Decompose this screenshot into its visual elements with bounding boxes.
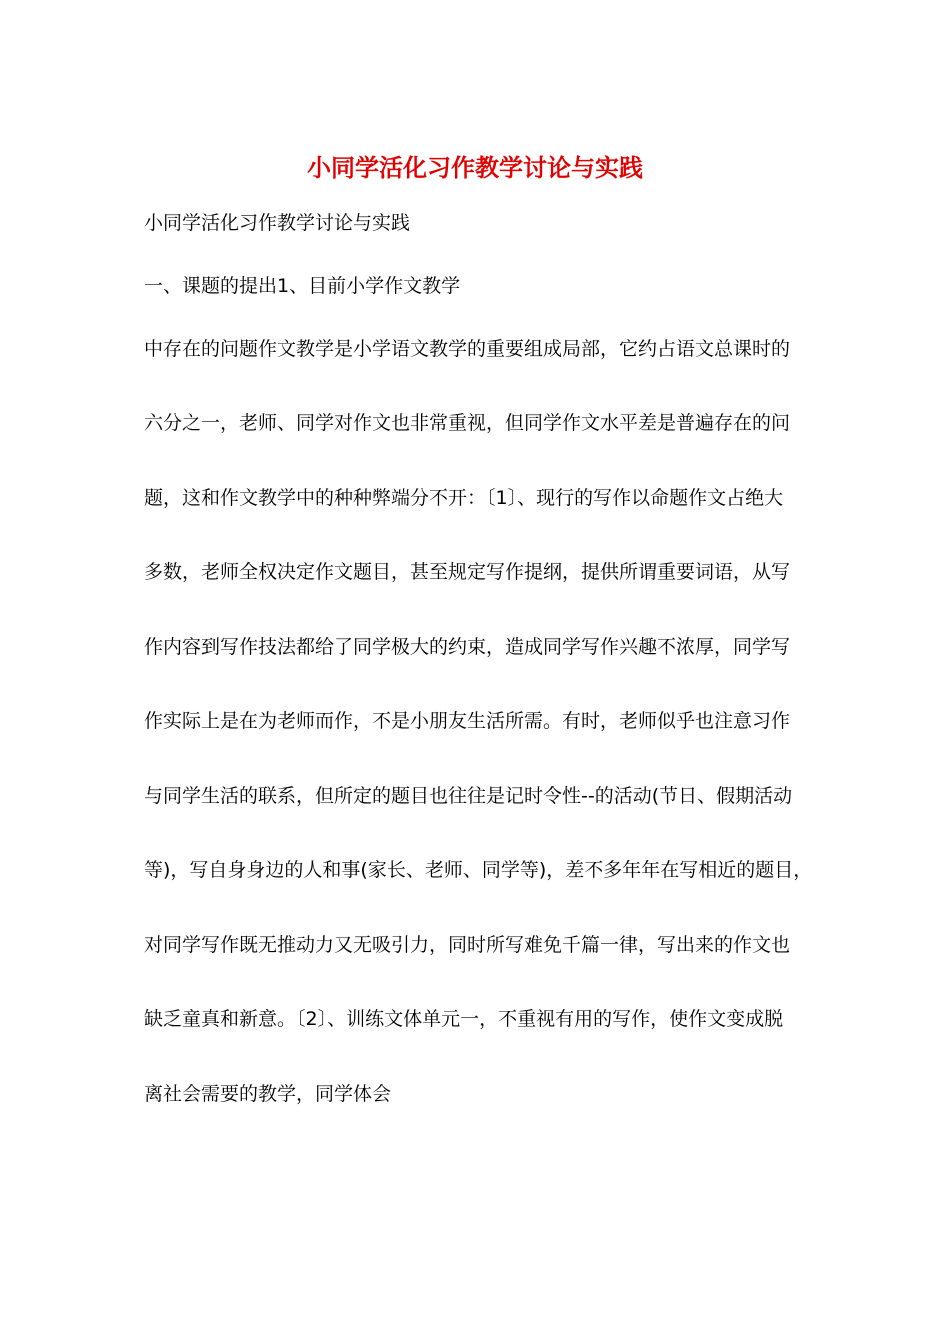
body-line: 等)，写自身身边的人和事(家长、老师、同学等)，差不多年年在写相近的题目， bbox=[144, 859, 813, 881]
body-line: 缺乏童真和新意。〔2〕、训练文体单元一，不重视有用的写作，使作文变成脱 bbox=[144, 1008, 784, 1030]
body-line: 对同学写作既无推动力又无吸引力，同时所写难免千篇一律，写出来的作文也 bbox=[144, 934, 791, 956]
body-line: 题，这和作文教学中的种种弊端分不开：〔1〕、现行的写作以命题作文占绝大 bbox=[144, 487, 784, 509]
body-line: 多数，老师全权决定作文题目，甚至规定写作提纲，提供所谓重要词语，从写 bbox=[144, 561, 791, 583]
body-line: 离社会需要的教学，同学体会 bbox=[144, 1083, 392, 1105]
body-line: 中存在的问题作文教学是小学语文教学的重要组成局部，它约占语文总课时的 bbox=[144, 338, 791, 360]
document-subtitle: 小同学活化习作教学讨论与实践 bbox=[144, 212, 411, 234]
body-line: 六分之一，老师、同学对作文也非常重视，但同学作文水平差是普遍存在的问 bbox=[144, 412, 791, 434]
document-title: 小同学活化习作教学讨论与实践 bbox=[307, 153, 643, 182]
body-line: 作内容到写作技法都给了同学极大的约束，造成同学写作兴趣不浓厚，同学写 bbox=[144, 636, 791, 658]
body-line: 作实际上是在为老师而作，不是小朋友生活所需。有时，老师似乎也注意习作 bbox=[144, 710, 791, 732]
body-line: 与同学生活的联系，但所定的题目也往往是记时令性--的活动(节日、假期活动 bbox=[144, 785, 793, 807]
section-heading: 一、课题的提出1、目前小学作文教学 bbox=[144, 275, 461, 297]
